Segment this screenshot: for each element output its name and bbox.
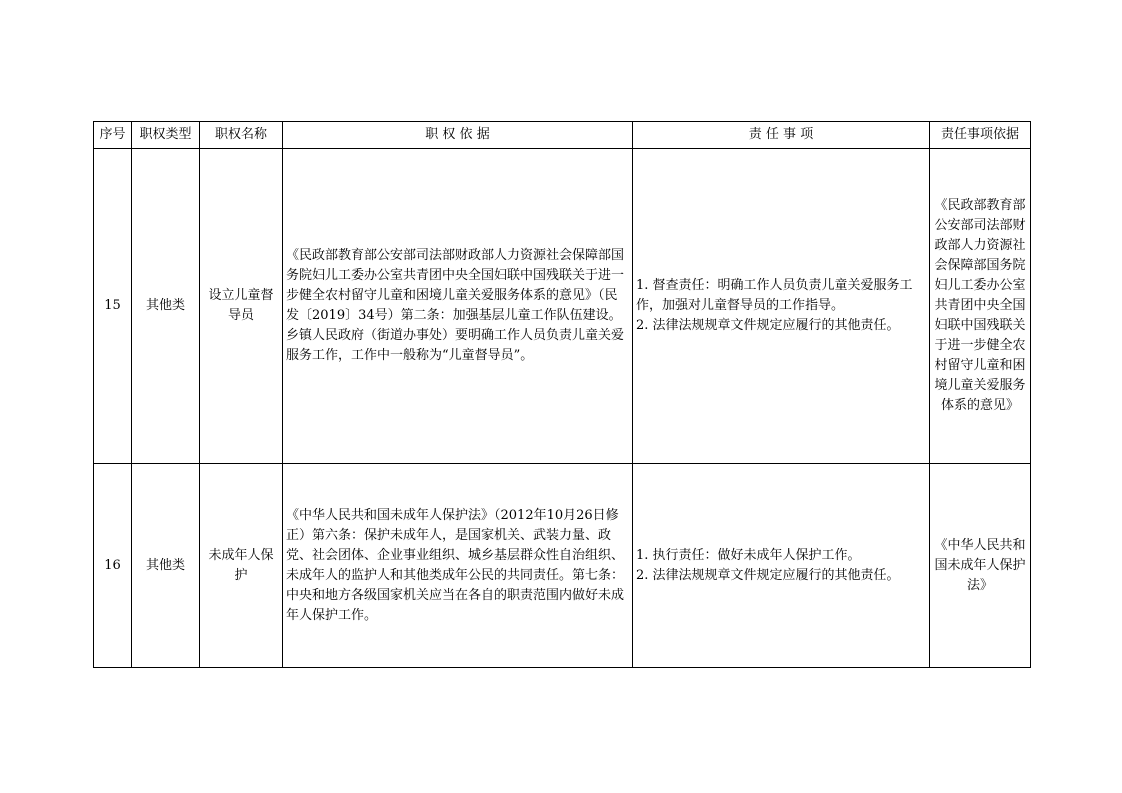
- duty-item: 2. 法律法规规章文件规定应履行的其他责任。: [636, 318, 900, 333]
- header-no: 序号: [94, 122, 132, 149]
- duty-table: [93, 121, 1031, 668]
- header-duty-basis: 责任事项依据: [930, 122, 1031, 149]
- header-type: 职权类型: [132, 122, 200, 149]
- table-header-row: [94, 122, 1031, 149]
- duty-item: 1. 执行责任：做好未成年人保护工作。: [636, 547, 861, 563]
- row-number: 15: [94, 149, 132, 464]
- duty-basis: 《中华人民共和国未成年人保护法》: [930, 464, 1031, 668]
- duty-basis: 《民政部教育部公安部司法部财政部人力资源社会保障部国务院妇儿工委办公室共青团中央全国妇联中国残联关于进一步健全农村留守儿童和困境儿童关爱服务体系的意见》: [930, 149, 1031, 464]
- power-name: 未成年人保护: [200, 464, 283, 668]
- power-basis: 《民政部教育部公安部司法部财政部人力资源社会保障部国务院妇儿工委办公室共青团中央全国妇联中国残联关于进一步健全农村留守儿童和困境儿童关爱服务体系的意见》（民发〔2019〕34号）第二条：加强基层儿童工作队伍建设。乡镇人民政府（街道办事处）要明确工作人员负责儿童关爱服务工作，工作中一般称为“儿童督导员”。: [283, 149, 633, 464]
- duty-item: 1. 督查责任：明确工作人员负责儿童关爱服务工作，加强对儿童督导员的工作指导。: [636, 278, 913, 313]
- duty-item: 2. 法律法规规章文件规定应履行的其他责任。: [636, 567, 900, 583]
- row-number: 16: [94, 464, 132, 668]
- table-row: [94, 149, 1031, 464]
- power-basis: 《中华人民共和国未成年人保护法》（2012年10月26日修正）第六条：保护未成年人，是国家机关、武装力量、政党、社会团体、企业事业组织、城乡基层群众性自治组织、未成年人的监护人和其他类成年公民的共同责任。第七条：中央和地方各级国家机关应当在各自的职责范围内做好未成年人保护工作。: [283, 464, 633, 668]
- power-name: 设立儿童督导员: [200, 149, 283, 464]
- power-type: 其他类: [132, 149, 200, 464]
- power-type: 其他类: [132, 464, 200, 668]
- header-basis: 职 权 依 据: [283, 122, 633, 149]
- header-name: 职权名称: [200, 122, 283, 149]
- duty-items: [633, 149, 930, 464]
- header-duties: 责 任 事 项: [633, 122, 930, 149]
- table-row: [94, 464, 1031, 668]
- duty-items: [633, 464, 930, 668]
